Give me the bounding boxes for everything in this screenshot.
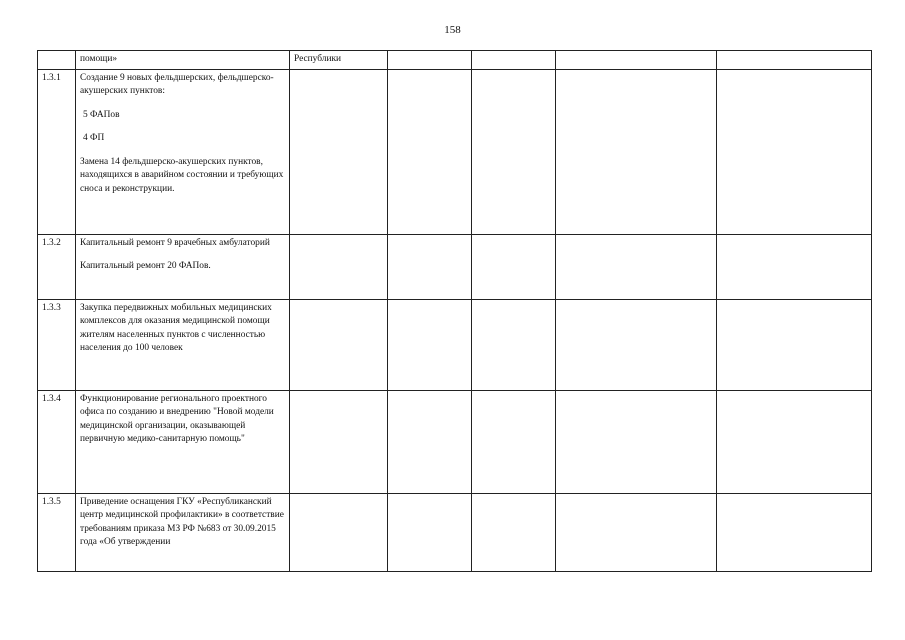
empty-cell bbox=[290, 493, 388, 571]
empty-cell bbox=[290, 69, 388, 234]
empty-cell bbox=[717, 234, 872, 299]
activity-text: Капитальный ремонт 20 ФАПов. bbox=[80, 261, 211, 271]
table-row bbox=[38, 493, 872, 571]
empty-cell bbox=[472, 51, 556, 70]
row-number-cell: 1.3.5 bbox=[38, 493, 76, 571]
activity-text: помощи» bbox=[80, 54, 118, 64]
activity-cell bbox=[76, 493, 290, 571]
activity-text: Замена 14 фельдшерско-акушерских пунктов, находящихся в аварийном состоянии и требующих сноса и реконструкции. bbox=[80, 156, 284, 194]
empty-cell bbox=[556, 299, 717, 390]
activity-text: 4 ФП bbox=[83, 133, 105, 143]
empty-cell bbox=[388, 69, 472, 234]
activity-text: Функционирование регионального проектного офиса по созданию и внедрению "Новой модели медицинской организации, оказывающей первичную медико-санитарную помощь" bbox=[80, 393, 274, 444]
empty-cell bbox=[556, 493, 717, 571]
page-number: 158 bbox=[444, 24, 461, 36]
empty-cell bbox=[717, 390, 872, 493]
activity-text: 5 ФАПов bbox=[83, 109, 120, 120]
table-row bbox=[38, 234, 872, 299]
row-number-cell: 1.3.2 bbox=[38, 234, 76, 299]
activity-cell bbox=[76, 51, 290, 70]
empty-cell bbox=[290, 234, 388, 299]
empty-cell bbox=[472, 493, 556, 571]
activity-cell bbox=[76, 390, 290, 493]
empty-cell bbox=[472, 390, 556, 493]
empty-cell bbox=[472, 234, 556, 299]
activity-cell bbox=[76, 234, 290, 299]
empty-cell bbox=[556, 390, 717, 493]
row-number-cell: 1.3.1 bbox=[38, 69, 76, 234]
activity-text: Закупка передвижных мобильных медицинских комплексов для оказания медицинской помощи жителям населенных пунктов с численностью населения до 100 человек bbox=[80, 302, 272, 353]
table-row bbox=[38, 69, 872, 234]
empty-cell bbox=[472, 69, 556, 234]
empty-cell bbox=[717, 493, 872, 571]
empty-cell bbox=[472, 299, 556, 390]
row-number-cell bbox=[38, 51, 76, 70]
measures-table bbox=[37, 50, 872, 572]
empty-cell bbox=[388, 493, 472, 571]
empty-cell bbox=[556, 69, 717, 234]
activity-text: Капитальный ремонт 9 врачебных амбулаторий bbox=[80, 237, 270, 248]
table-row bbox=[38, 51, 872, 70]
empty-cell bbox=[717, 299, 872, 390]
empty-cell bbox=[717, 51, 872, 70]
empty-cell bbox=[717, 69, 872, 234]
row-number-cell: 1.3.4 bbox=[38, 390, 76, 493]
activity-text: Создание 9 новых фельдшерских, фельдшерско-акушерских пунктов: bbox=[80, 72, 274, 96]
empty-cell bbox=[388, 390, 472, 493]
activity-cell bbox=[76, 69, 290, 234]
empty-cell bbox=[388, 234, 472, 299]
empty-cell bbox=[290, 390, 388, 493]
activity-text: Приведение оснащения ГКУ «Республиканский центр медицинской профилактики» в соответствие требованиям приказа МЗ РФ №683 от 30.09.2015 года «Об утверждении bbox=[80, 496, 284, 547]
empty-cell bbox=[556, 51, 717, 70]
responsible-cell: Республики bbox=[290, 51, 388, 70]
empty-cell bbox=[290, 299, 388, 390]
empty-cell bbox=[388, 299, 472, 390]
table-row bbox=[38, 299, 872, 390]
empty-cell bbox=[388, 51, 472, 70]
empty-cell bbox=[556, 234, 717, 299]
activity-cell bbox=[76, 299, 290, 390]
row-number-cell: 1.3.3 bbox=[38, 299, 76, 390]
table-row bbox=[38, 390, 872, 493]
